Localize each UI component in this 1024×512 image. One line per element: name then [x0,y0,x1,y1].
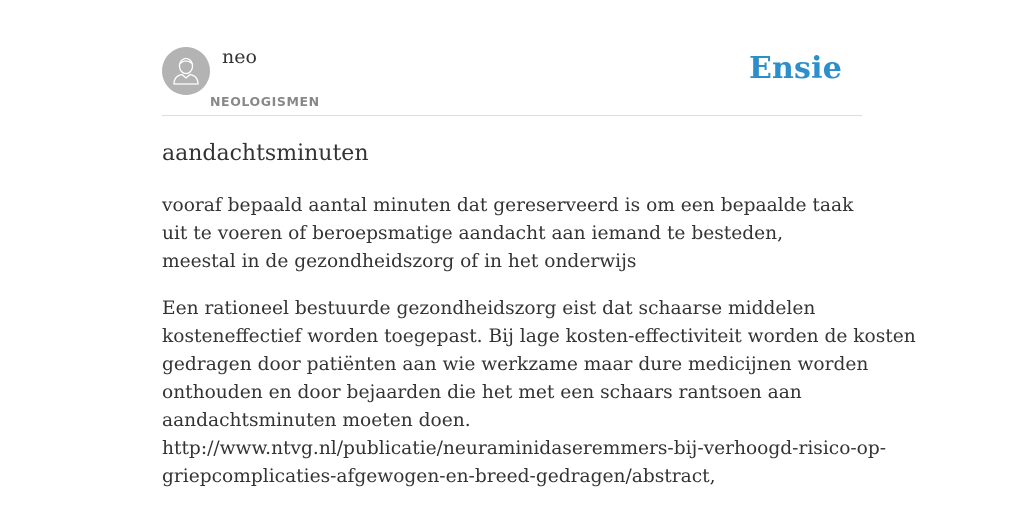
example-line: onthouden en door bejaarden die het met een schaars rantsoen aan [162,382,802,403]
example-line: gedragen door patiënten aan wie werkzame maar dure medicijnen worden [162,354,869,375]
example-url-line: http://www.ntvg.nl/publicatie/neuraminidaseremmers-bij-verhoogd-risico-op- [162,438,887,459]
ensie-logo[interactable]: Ensie [748,51,842,86]
entry-definition: vooraf bepaald aantal minuten dat gereserveerd is om een bepaalde taak uit te voeren of beroepsmatige aandacht aan iemand te besteden, meestal in de gezondheidszorg of in het onderwijs [162,195,854,272]
user-silhouette-icon [162,47,210,95]
category-label[interactable]: NEOLOGISMEN [210,94,320,109]
entry-header [162,0,862,116]
entry-card [162,0,916,512]
example-url-line: griepcomplicaties-afgewogen-en-breed-gedragen/abstract, [162,466,716,487]
author-avatar[interactable] [162,47,210,95]
example-line: aandachtsminuten moeten doen. [162,410,471,431]
example-line: kosteneffectief worden toegepast. Bij lage kosten-effectiviteit worden de kosten [162,326,916,347]
example-line: Een rationeel bestuurde gezondheidszorg eist dat schaarse middelen [162,298,816,319]
entry-example [162,295,916,491]
entry-term: aandachtsminuten [162,141,369,166]
author-name-link[interactable]: neo [222,46,257,68]
